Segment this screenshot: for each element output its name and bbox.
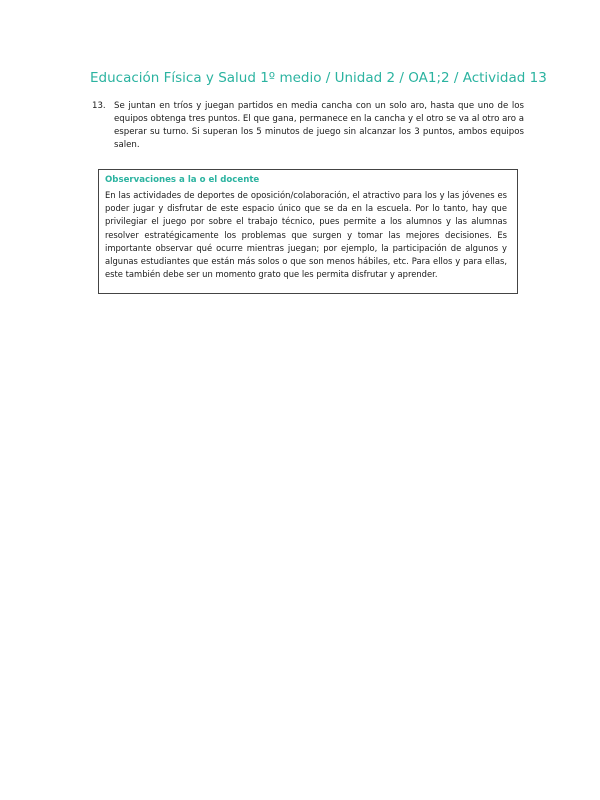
teacher-notes-box [98, 169, 518, 294]
activity-number: 13. [92, 101, 106, 111]
activity-text: Se juntan en tríos y juegan partidos en media cancha con un solo aro, hasta que uno de los equipos obtenga tres puntos. El que gana, permanece en la cancha y el otro se va al otro aro a esperar su turno. Si superan los 5 minutos de juego sin alcanzar los 3 puntos, ambos equipos salen. [114, 101, 524, 150]
page-title: Educación Física y Salud 1º medio / Unidad 2 / OA1;2 / Actividad 13 [90, 70, 547, 86]
teacher-notes-body: En las actividades de deportes de oposición/colaboración, el atractivo para los y las jóvenes es poder jugar y disfrutar de este espacio único que se da en la escuela. Por lo tanto, hay que privilegiar el juego por sobre el trabajo técnico, pues permite a los alumnos y las alumnas resolver estratégicamente los problemas que surgen y tomar las mejores decisiones. Es importante observar qué ocurre mientras juegan; por ejemplo, la participación de algunos y algunas estudiantes que están más solos o que son menos hábiles, etc. Para ellos y para ellas, este también debe ser un momento grato que les permita disfrutar y aprender. [105, 190, 507, 280]
activity-item [92, 100, 524, 152]
teacher-notes-title: Observaciones a la o el docente [105, 175, 260, 185]
